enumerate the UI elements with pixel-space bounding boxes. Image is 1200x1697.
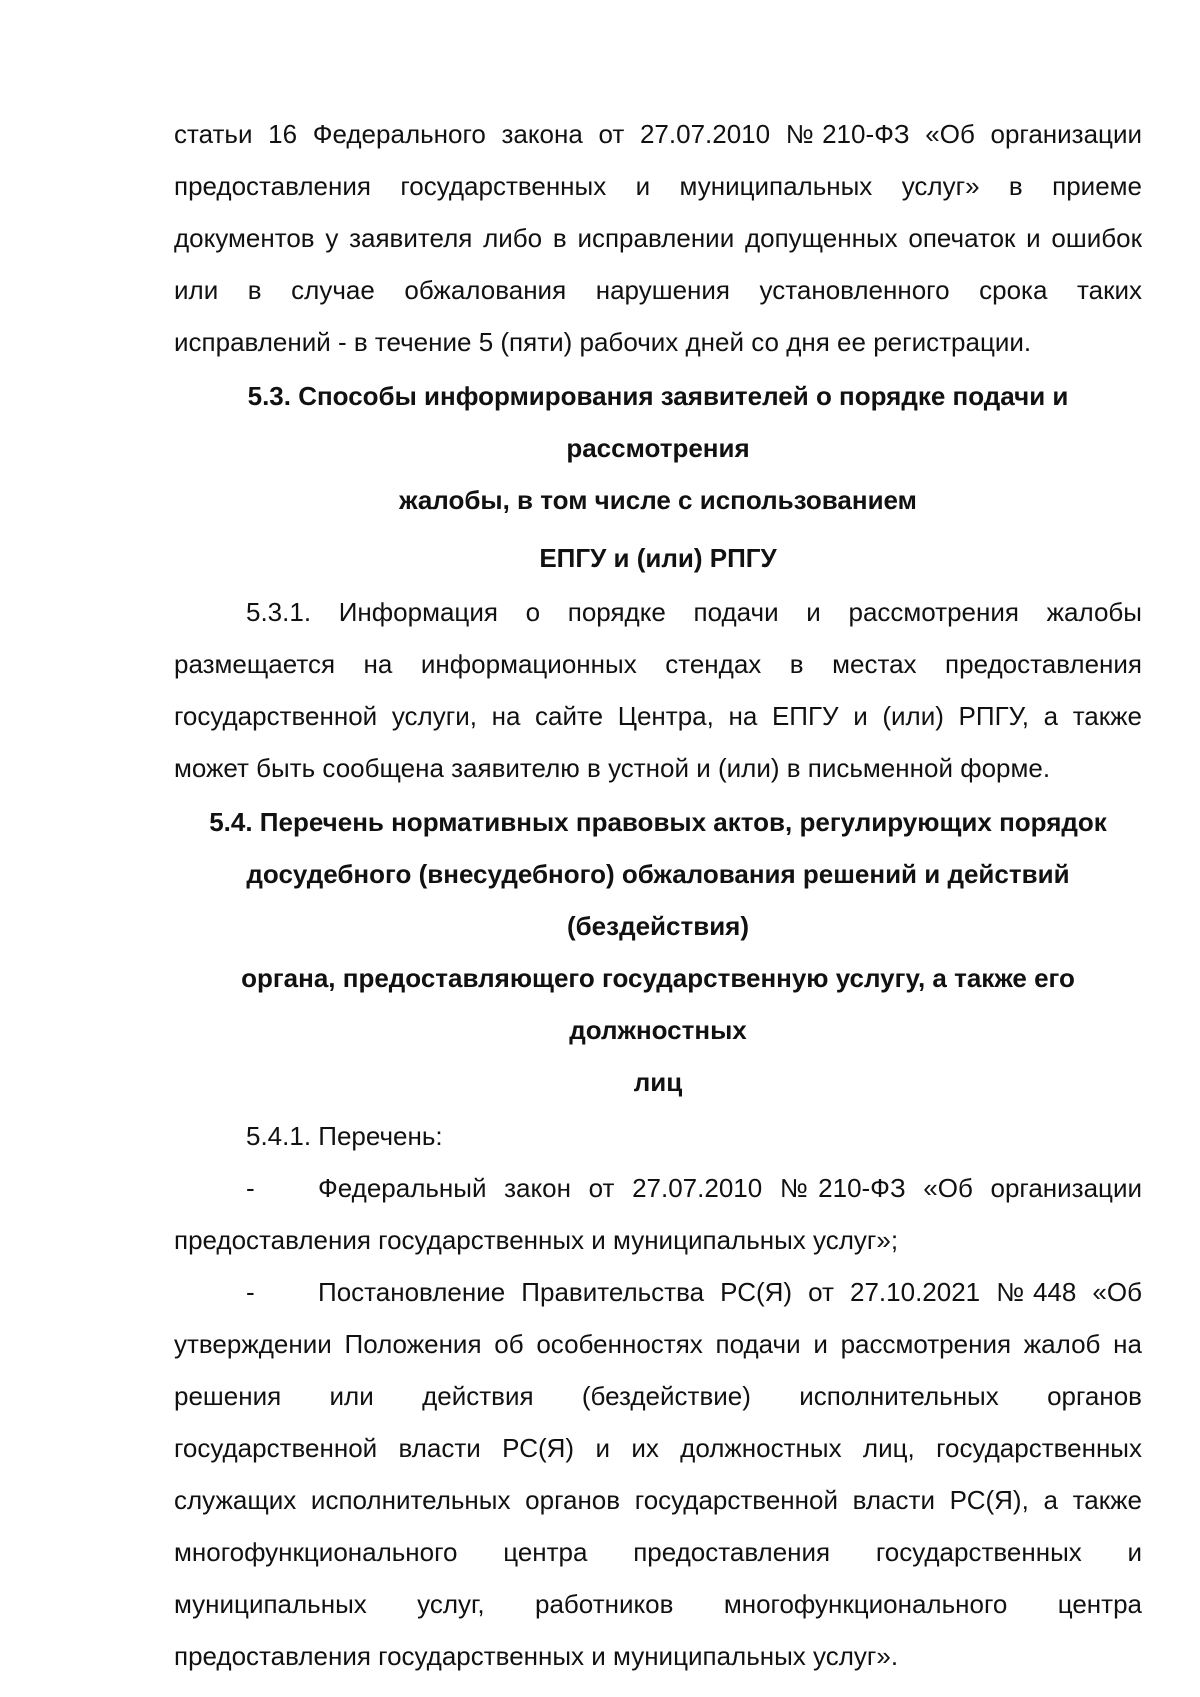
normative-acts-list xyxy=(174,1162,1142,1682)
list-item xyxy=(174,1162,1142,1266)
section-5-3-heading-line2: жалобы, в том числе с использованием xyxy=(399,485,917,515)
list-item xyxy=(174,1266,1142,1682)
intro-paragraph: статьи 16 Федерального закона от 27.07.2010 №210-ФЗ «Об организации предоставления государственных и муниципальных услуг» в приеме документов у заявителя либо в исправлении допущенных опечаток и ошибок или в случае обжалования нарушения установленного срока таких исправлений - в течение 5 (пяти) рабочих дней со дня ее регистрации. xyxy=(174,119,1142,357)
section-5-3-heading-line3: ЕПГУ и (или) РПГУ xyxy=(539,543,777,573)
list-item-marker: - xyxy=(246,1173,255,1203)
section-5-3-heading-line1: 5.3. Способы информирования заявителей о порядке подачи и рассмотрения xyxy=(247,381,1069,463)
document-page xyxy=(174,108,1142,1682)
list-item-text: Федеральный закон от 27.07.2010 №210-ФЗ «Об организации предоставления государственных и муниципальных услуг»; xyxy=(174,1173,1142,1255)
paragraph-5-3-1: 5.3.1. Информация о порядке подачи и рассмотрения жалобы размещается на информационных стендах в местах предоставления государственной услуги, на сайте Центра, на ЕПГУ и (или) РПГУ, а также может быть сообщена заявителю в устной и (или) в письменной форме. xyxy=(174,597,1142,783)
list-item-marker: - xyxy=(246,1277,255,1307)
section-5-4-heading-line2: досудебного (внесудебного) обжалования решений и действий (бездействия) xyxy=(246,859,1070,941)
paragraph-5-4-1: 5.4.1. Перечень: xyxy=(246,1121,443,1151)
list-item-text: Постановление Правительства РС(Я) от 27.10.2021 №448 «Об утверждении Положения об особенностях подачи и рассмотрения жалоб на решения или действия (бездействие) исполнительных органов государственной власти РС(Я) и их должностных лиц, государственных служащих исполнительных органов государственной власти РС(Я), а также многофункционального центра предоставления государственных и муниципальных услуг, работников многофункционального центра предоставления государственных и муниципальных услуг». xyxy=(174,1277,1142,1671)
section-5-4-heading-line3: органа, предоставляющего государственную услугу, а также его должностных xyxy=(241,963,1075,1045)
section-5-3-heading xyxy=(174,370,1142,584)
section-5-4-heading-line1: 5.4. Перечень нормативных правовых актов, регулирующих порядок xyxy=(209,807,1107,837)
section-5-4-heading-line4: лиц xyxy=(633,1067,683,1097)
section-5-4-heading xyxy=(174,796,1142,1108)
